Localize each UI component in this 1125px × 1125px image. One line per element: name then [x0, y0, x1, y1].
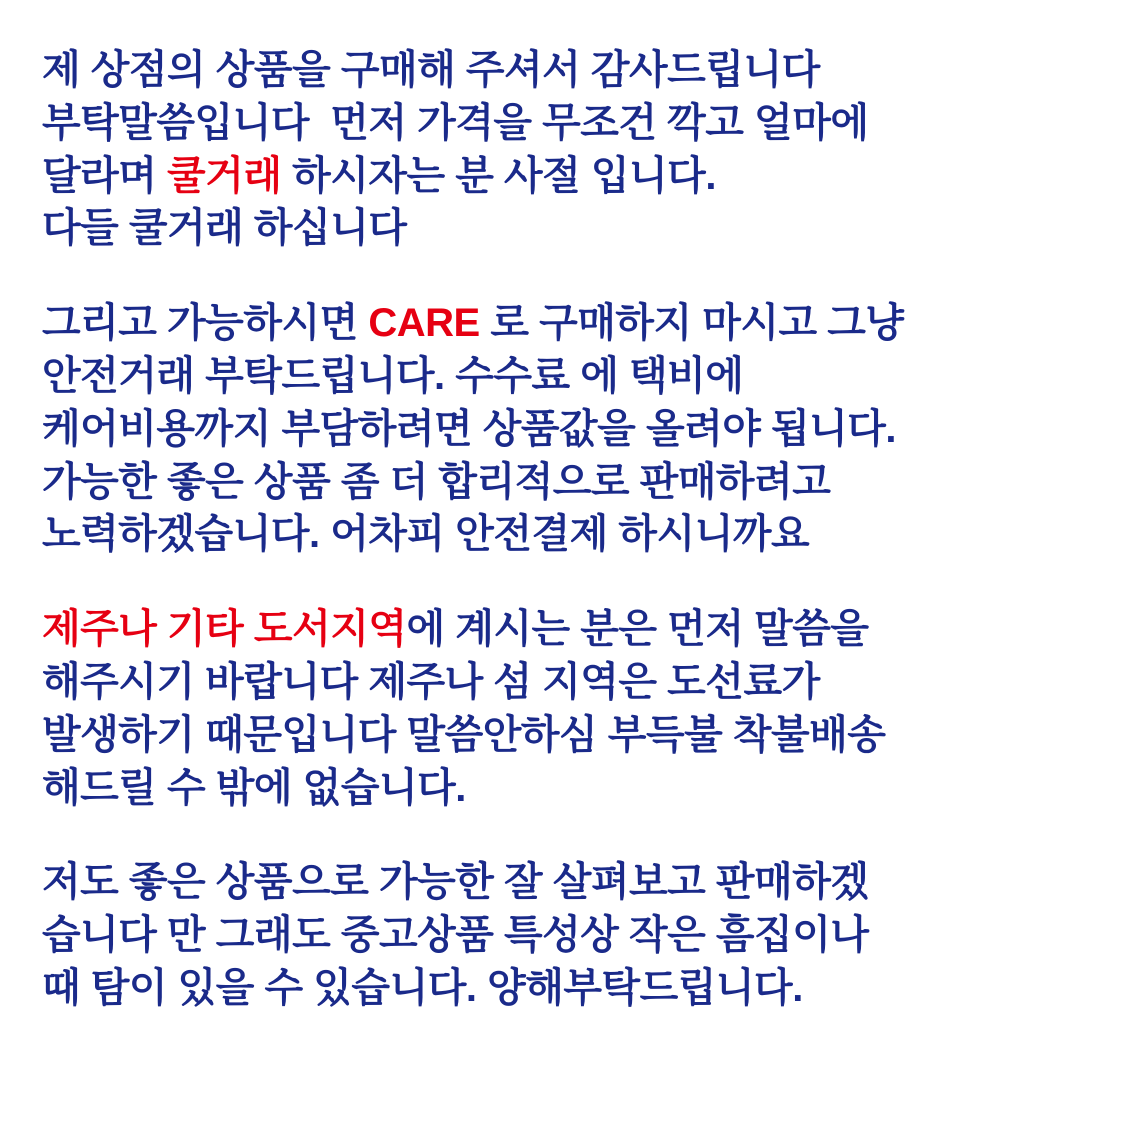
- body-text: 하시자는 분 사절 입니다.: [281, 153, 716, 198]
- text-line: [42, 762, 1083, 815]
- body-text: 제 상점의 상품을 구매해 주셔서 감사드립니다: [42, 48, 820, 92]
- body-text: 그리고 가능하시면: [42, 301, 369, 346]
- body-text: 에 계시는 분은 먼저 말씀을: [406, 607, 869, 652]
- highlighted-text: CARE: [368, 301, 480, 346]
- text-line: [42, 350, 1083, 403]
- body-text: 해드릴 수 밖에 없습니다.: [42, 765, 466, 810]
- highlighted-text: 제주나 기타 도서지역: [42, 607, 407, 652]
- notice-shipping: [42, 603, 1083, 814]
- text-line: [42, 44, 1083, 97]
- text-line: [42, 909, 1083, 962]
- body-text: 가능한 좋은 상품 좀 더 합리적으로 판매하려고: [42, 459, 831, 504]
- text-line: [42, 709, 1083, 762]
- text-line: [42, 403, 1083, 456]
- body-text: 발생하기 때문입니다 말씀안하심 부득불 착불배송: [42, 712, 886, 757]
- text-line: [42, 603, 1083, 656]
- body-text: 해주시기 바랍니다 제주나 섬 지역은 도선료가: [42, 659, 820, 704]
- notice-body: [42, 44, 1083, 1015]
- text-line: [42, 150, 1083, 203]
- body-text: 때 탐이 있을 수 있습니다. 양해부탁드립니다.: [42, 965, 803, 1010]
- body-text: 안전거래 부탁드립니다. 수수료 에 택비에: [42, 353, 744, 398]
- body-text: 로 구매하지 마시고 그냥: [479, 301, 904, 346]
- body-text: 습니다 만 그래도 중고상품 특성상 작은 흠집이나: [42, 913, 869, 958]
- notice-greeting: [42, 44, 1083, 255]
- text-line: [42, 202, 1083, 255]
- body-text: 다들 쿨거래 하십니다: [42, 206, 407, 251]
- text-line: [42, 456, 1083, 509]
- body-text: 달라며: [42, 153, 168, 198]
- body-text: 저도 좋은 상품으로 가능한 잘 살펴보고 판매하겠: [42, 860, 869, 905]
- body-text: 케어비용까지 부담하려면 상품값을 올려야 됩니다.: [42, 406, 897, 451]
- text-line: [42, 97, 1083, 150]
- text-line: [42, 856, 1083, 909]
- body-text: 노력하겠습니다. 어차피 안전결제 하시니까요: [42, 512, 810, 557]
- notice-condition: [42, 856, 1083, 1014]
- notice-payment: [42, 297, 1083, 561]
- text-line: [42, 297, 1083, 350]
- text-line: [42, 508, 1083, 561]
- text-line: [42, 962, 1083, 1015]
- text-line: [42, 656, 1083, 709]
- body-text: 부탁말씀입니다 먼저 가격을 무조건 깍고 얼마에: [42, 100, 869, 145]
- highlighted-text: 쿨거래: [167, 153, 282, 198]
